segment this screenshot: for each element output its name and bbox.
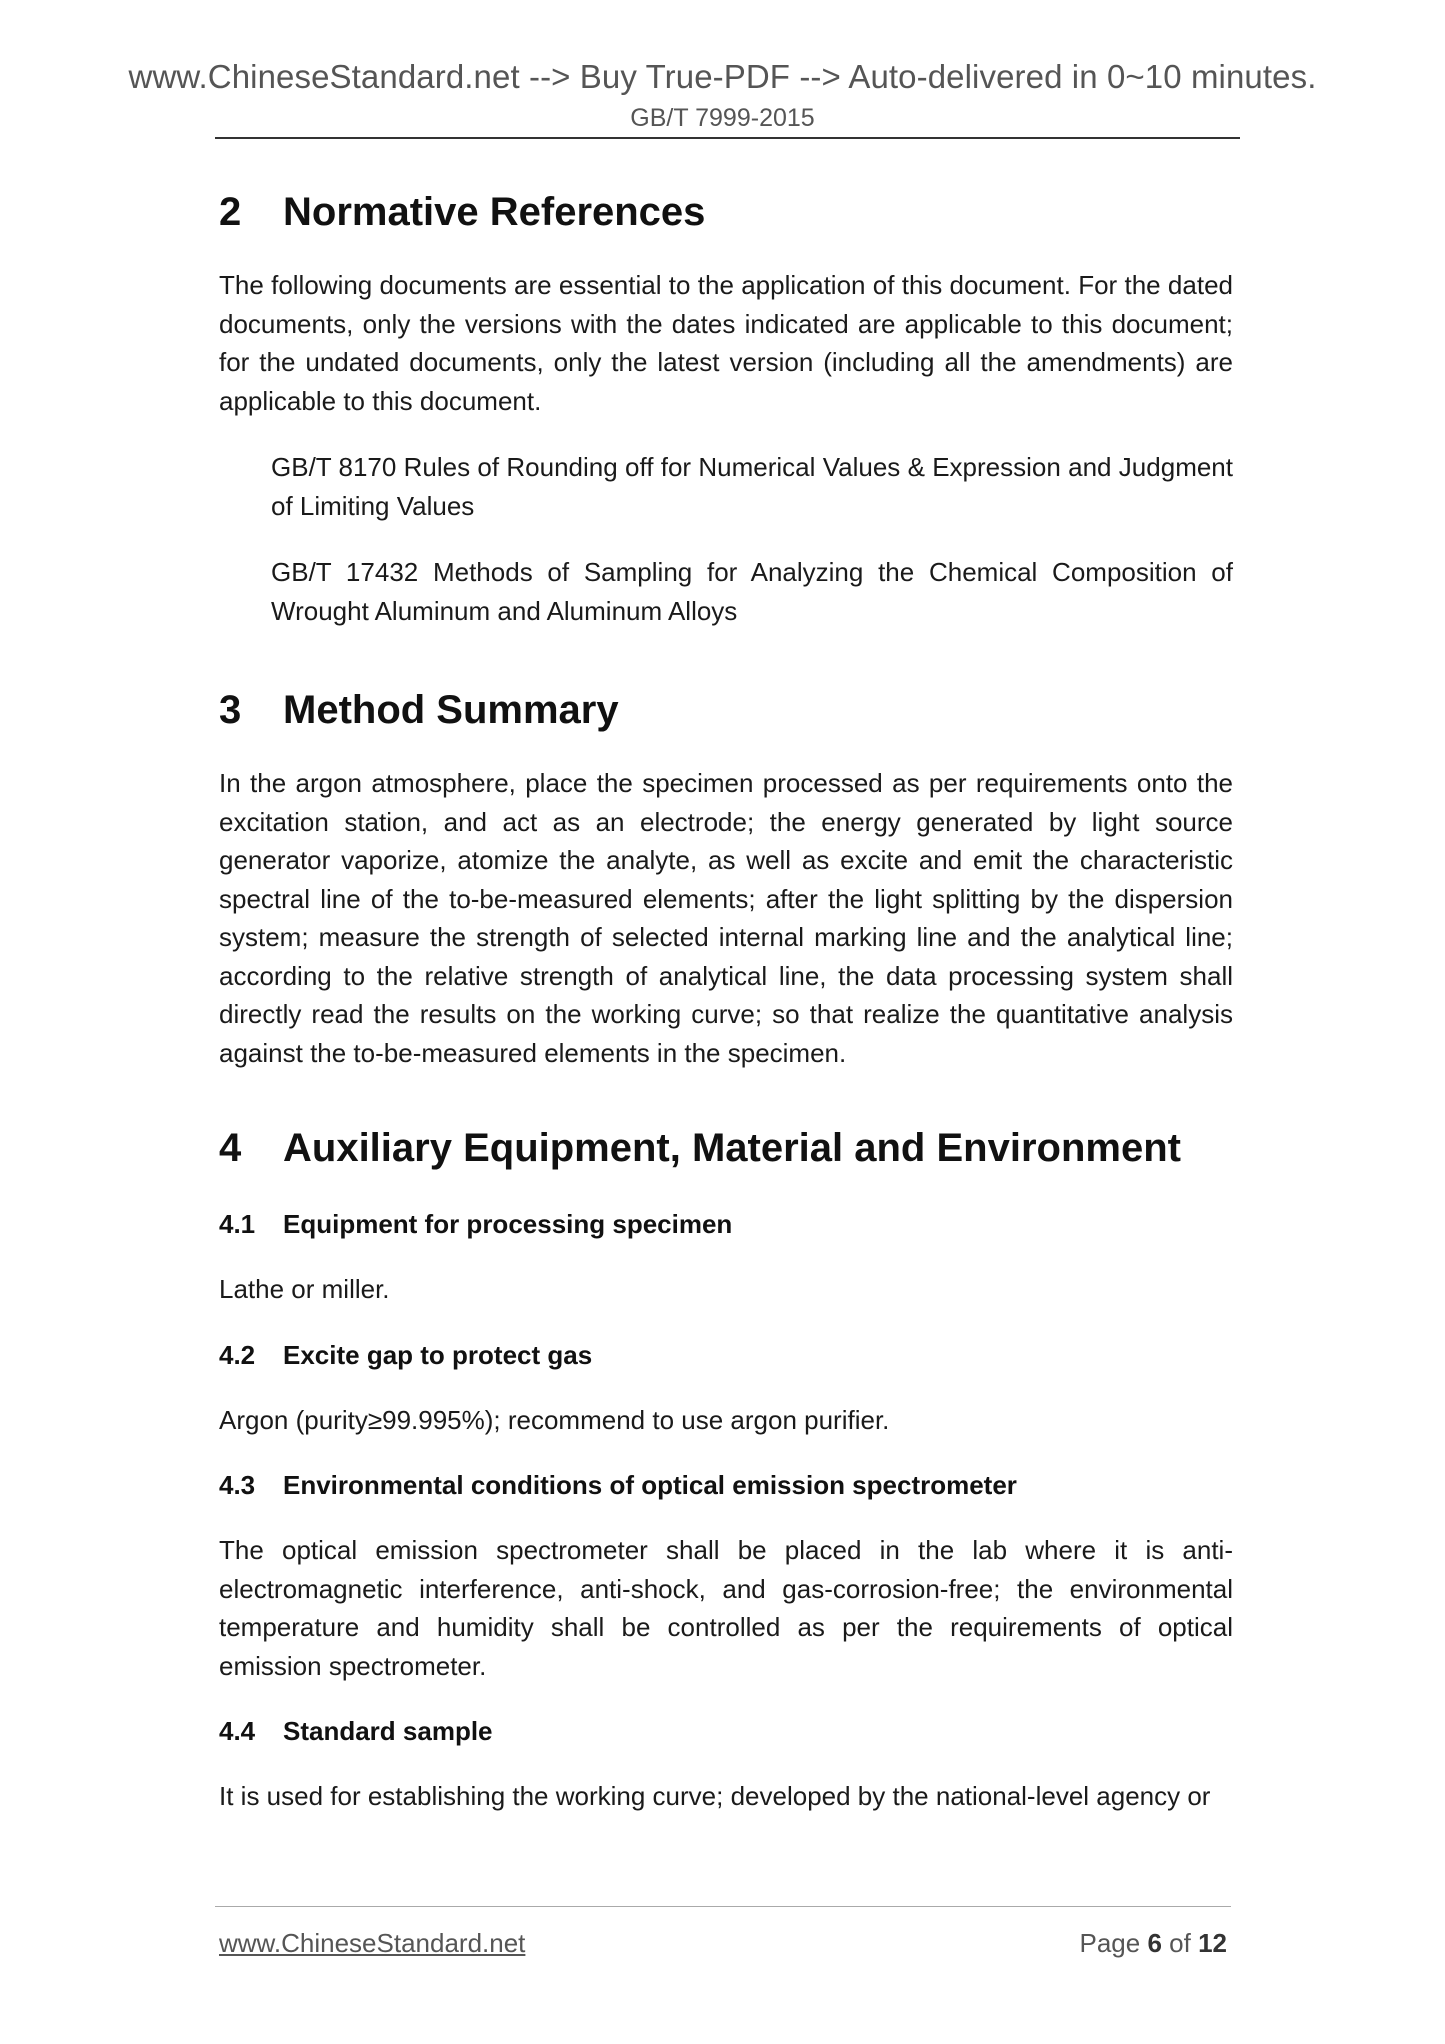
page-number	[1079, 1928, 1227, 1959]
standard-code: GB/T 7999-2015	[630, 104, 815, 132]
page-current: 6	[1147, 1928, 1162, 1958]
subsection-4-4-body: It is used for establishing the working curve; developed by the national-level agency or	[219, 1781, 1211, 1811]
subsection-title: Equipment for processing specimen	[283, 1209, 733, 1239]
subsection-4-2-heading	[219, 1337, 1233, 1373]
footer-divider	[215, 1906, 1231, 1907]
subsection-title: Standard sample	[283, 1716, 493, 1746]
section-2-intro: The following documents are essential to the application of this document. For the dated documents, only the versions with the dates indicated are applicable to this document; for the undated documents, only the latest version (including all the amendments) are applicable to this document.	[219, 270, 1233, 416]
section-3-body: In the argon atmosphere, place the specimen processed as per requirements onto the excitation station, and act as an electrode; the energy generated by light source generator vaporize, atomize the analyte, as well as excite and emit the characteristic spectral line of the to-be-measured elements; after the light splitting by the dispersion system; measure the strength of selected internal marking line and the analytical line; according to the relative strength of analytical line, the data processing system shall directly read the results on the working curve; so that realize the quantitative analysis against the to-be-measured elements in the specimen.	[219, 768, 1233, 1068]
subsection-4-3-body: The optical emission spectrometer shall be placed in the lab where it is anti-electromagnetic interference, anti-shock, and gas-corrosion-free; the environmental temperature and humidity shall be controlled as per the requirements of optical emission spectrometer.	[219, 1535, 1233, 1681]
subsection-4-2-body: Argon (purity≥99.995%); recommend to use argon purifier.	[219, 1404, 890, 1435]
section-title: Method Summary	[283, 688, 619, 732]
subsection-title: Excite gap to protect gas	[283, 1339, 593, 1370]
footer-site-link[interactable]: www.ChineseStandard.net	[219, 1928, 526, 1958]
section-4-heading	[219, 1122, 1233, 1174]
subsection-4-3-heading	[219, 1467, 1233, 1503]
page-content	[219, 186, 1233, 1816]
section-number: 3	[219, 688, 242, 732]
reference-item: GB/T 17432 Methods of Sampling for Analyzing the Chemical Composition of Wrought Aluminum and Aluminum Alloys	[271, 557, 1233, 626]
section-3-heading	[219, 684, 1233, 736]
reference-item: GB/T 8170 Rules of Rounding off for Numerical Values & Expression and Judgment of Limiting Values	[271, 452, 1233, 521]
section-number: 4	[219, 1126, 242, 1170]
section-title: Auxiliary Equipment, Material and Environment	[283, 1126, 1181, 1170]
page-total: 12	[1198, 1928, 1227, 1958]
subsection-4-4-heading	[219, 1713, 1233, 1749]
page-label: Page	[1079, 1928, 1141, 1958]
header-divider	[215, 137, 1240, 139]
subsection-title: Environmental conditions of optical emission spectrometer	[283, 1470, 1017, 1500]
subsection-4-1-body: Lathe or miller.	[219, 1274, 390, 1304]
subsection-number: 4.3	[219, 1470, 256, 1500]
section-2-heading	[219, 186, 1233, 238]
subsection-4-1-heading	[219, 1206, 1233, 1242]
subsection-number: 4.4	[219, 1716, 256, 1746]
section-title: Normative References	[283, 190, 706, 234]
page-of: of	[1169, 1928, 1191, 1958]
section-number: 2	[219, 190, 242, 234]
subsection-number: 4.1	[219, 1209, 256, 1239]
subsection-number: 4.2	[219, 1339, 256, 1370]
header-banner: www.ChineseStandard.net --> Buy True-PDF --> Auto-delivered in 0~10 minutes.	[128, 58, 1317, 95]
